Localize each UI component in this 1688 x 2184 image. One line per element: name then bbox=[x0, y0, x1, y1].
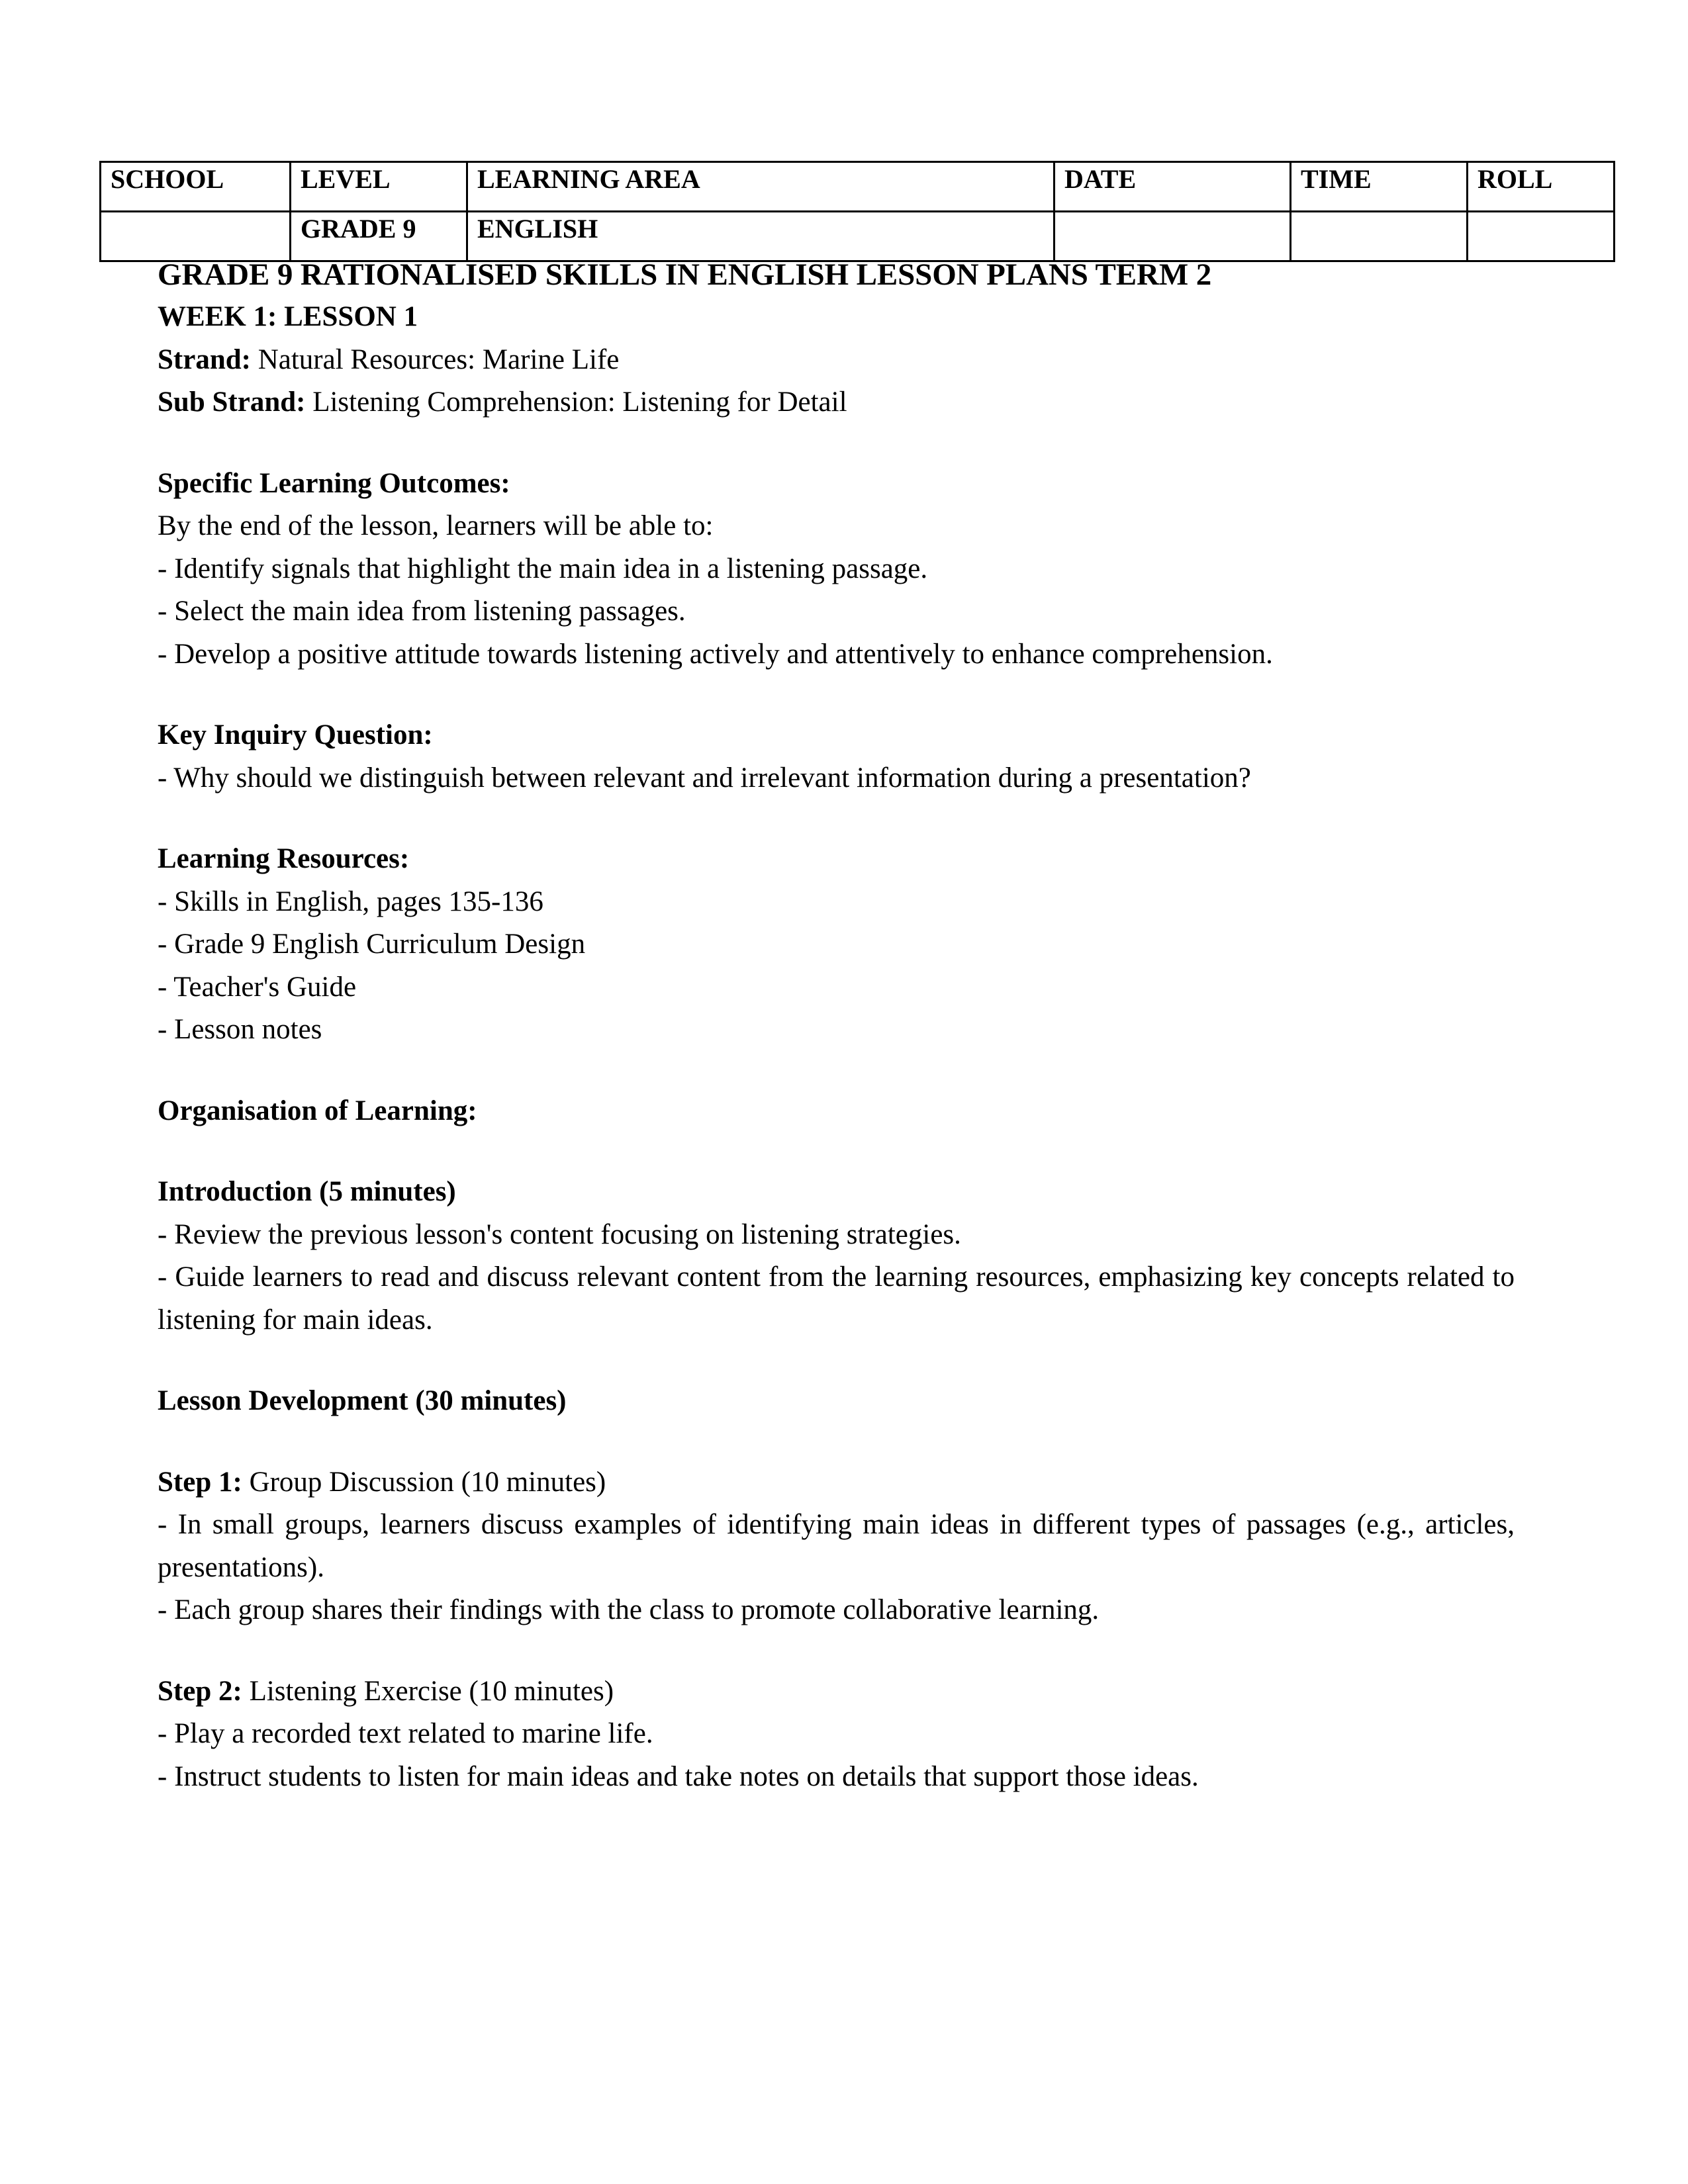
sub-strand-label: Sub Strand: bbox=[158, 387, 306, 418]
list-item: - Identify signals that highlight the main idea in a listening passage. bbox=[158, 553, 928, 584]
list-item: - In small groups, learners discuss examples of identifying main ideas in different types of passages (e.g., articles, presentations). bbox=[158, 1509, 1515, 1583]
column-header-time: TIME bbox=[1291, 162, 1468, 212]
list-item: - Develop a positive attitude towards listening actively and attentively to enhance comprehension. bbox=[158, 638, 1273, 670]
step-1-title: Group Discussion (10 minutes) bbox=[242, 1466, 606, 1498]
cell-time-value[interactable] bbox=[1291, 212, 1468, 261]
lesson-plan-body bbox=[158, 255, 1515, 1798]
spacer bbox=[158, 799, 1515, 838]
strand-line bbox=[158, 339, 1515, 382]
spacer bbox=[158, 1632, 1515, 1670]
section-heading-introduction: Introduction (5 minutes) bbox=[158, 1176, 456, 1208]
section-heading-organisation-of-learning: Organisation of Learning: bbox=[158, 1095, 477, 1126]
cell-school-value[interactable] bbox=[101, 212, 291, 261]
spacer bbox=[158, 1132, 1515, 1171]
cell-level-value[interactable]: GRADE 9 bbox=[291, 212, 467, 261]
spacer bbox=[158, 676, 1515, 714]
spacer bbox=[158, 1342, 1515, 1380]
list-item: - Grade 9 English Curriculum Design bbox=[158, 929, 586, 960]
strand-label: Strand: bbox=[158, 343, 251, 375]
list-item: - Select the main idea from listening passages. bbox=[158, 596, 686, 627]
section-heading-key-inquiry-question: Key Inquiry Question: bbox=[158, 719, 433, 751]
step-2-label: Step 2: bbox=[158, 1675, 242, 1707]
lesson-header-table-container bbox=[99, 161, 1553, 262]
table-row bbox=[101, 212, 1615, 261]
list-item: - Lesson notes bbox=[158, 1014, 322, 1046]
list-item: - Review the previous lesson's content focusing on listening strategies. bbox=[158, 1218, 961, 1250]
section-heading-lesson-development: Lesson Development (30 minutes) bbox=[158, 1385, 567, 1417]
cell-roll-value[interactable] bbox=[1468, 212, 1615, 261]
list-item: - Why should we distinguish between relevant and irrelevant information during a presentation? bbox=[158, 762, 1251, 794]
list-item: - Instruct students to listen for main ideas and take notes on details that support those ideas. bbox=[158, 1760, 1199, 1792]
strand-value: Natural Resources: Marine Life bbox=[250, 343, 620, 375]
list-item: - Guide learners to read and discuss relevant content from the learning resources, emphasizing key concepts related to listening for main ideas. bbox=[158, 1261, 1515, 1336]
column-header-level: LEVEL bbox=[291, 162, 467, 212]
step-1-label: Step 1: bbox=[158, 1466, 242, 1498]
list-item: - Skills in English, pages 135-136 bbox=[158, 886, 543, 917]
column-header-date: DATE bbox=[1055, 162, 1291, 212]
table-header-row bbox=[101, 162, 1615, 212]
list-item: - Teacher's Guide bbox=[158, 971, 357, 1003]
sub-strand-line bbox=[158, 381, 1515, 424]
sub-strand-value: Listening Comprehension: Listening for Detail bbox=[305, 387, 847, 418]
section-heading-specific-learning-outcomes: Specific Learning Outcomes: bbox=[158, 467, 510, 499]
list-item: - Each group shares their findings with the class to promote collaborative learning. bbox=[158, 1594, 1100, 1626]
list-item: - Play a recorded text related to marine life. bbox=[158, 1718, 653, 1750]
step-1-heading bbox=[158, 1461, 1515, 1504]
page-title: GRADE 9 RATIONALISED SKILLS IN ENGLISH LESSON PLANS TERM 2 bbox=[158, 257, 1212, 292]
column-header-school: SCHOOL bbox=[101, 162, 291, 212]
outcomes-intro: By the end of the lesson, learners will be able to: bbox=[158, 510, 714, 542]
lesson-header-table bbox=[99, 161, 1615, 262]
week-lesson-heading: WEEK 1: LESSON 1 bbox=[158, 301, 418, 333]
column-header-roll: ROLL bbox=[1468, 162, 1615, 212]
spacer bbox=[158, 424, 1515, 463]
spacer bbox=[158, 1052, 1515, 1090]
step-2-heading bbox=[158, 1670, 1515, 1713]
step-2-title: Listening Exercise (10 minutes) bbox=[242, 1675, 614, 1707]
column-header-learning-area: LEARNING AREA bbox=[467, 162, 1055, 212]
cell-learning-area-value[interactable]: ENGLISH bbox=[467, 212, 1055, 261]
cell-date-value[interactable] bbox=[1055, 212, 1291, 261]
spacer bbox=[158, 1423, 1515, 1461]
section-heading-learning-resources: Learning Resources: bbox=[158, 843, 410, 875]
